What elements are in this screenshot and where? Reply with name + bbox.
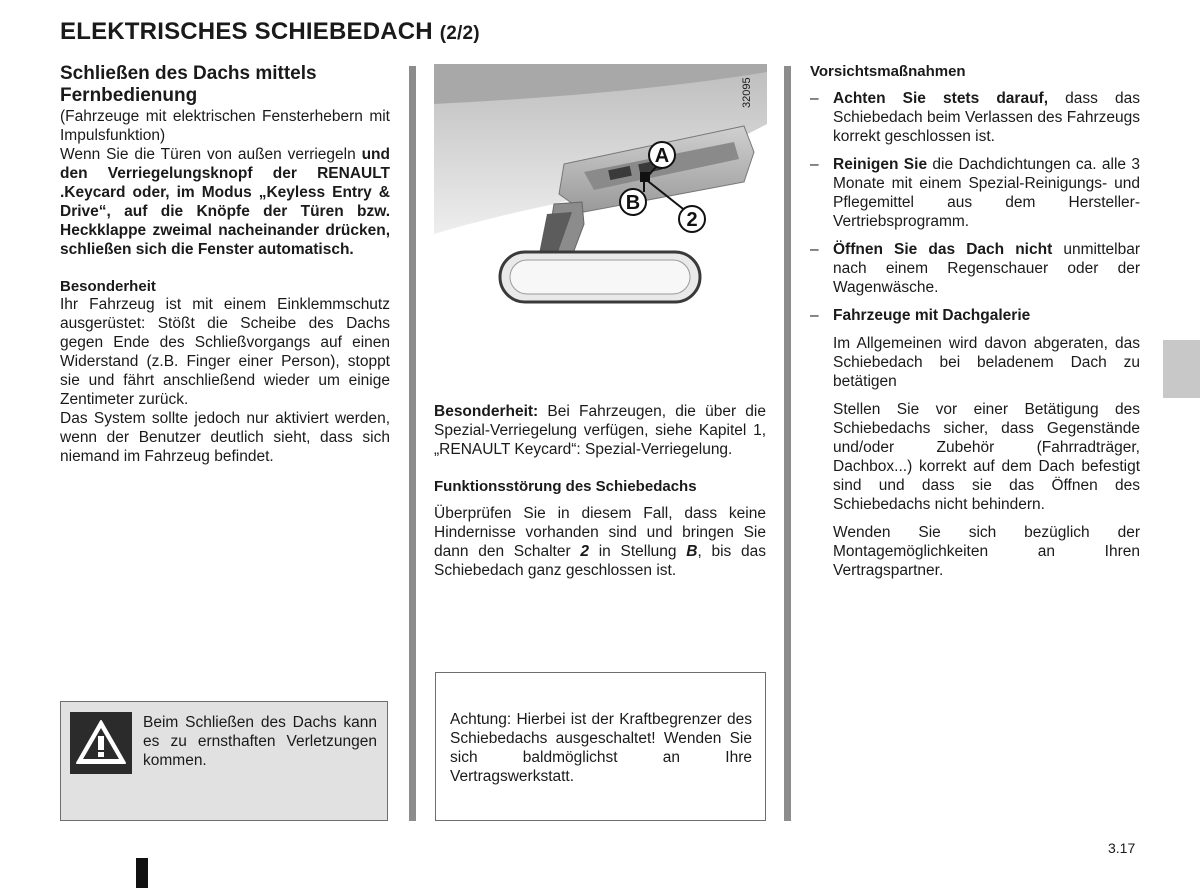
switch-position: B: [686, 543, 698, 560]
malfunction-text-1: Überprüfen Sie in diesem Fall, dass keine Hindernisse vorhanden sind und bringen Sie dann den Schalter: [434, 505, 766, 560]
left-column: [60, 63, 390, 466]
closing-instructions-bold: und den Verriegelungsknopf der RENAULT .Keycard oder, im Modus „Keyless Entry & Drive“, auf die Knöpfe der Türen bzw. Heckklappe zweimal nacheinander drücken, schließen sich die Fenster automatisch.: [60, 146, 390, 258]
right-column: [810, 63, 1140, 589]
item1-text: dass das Schiebedach beim Verlassen des Fahrzeugs korrekt geschlossen ist.: [833, 90, 1140, 145]
switch-number: 2: [580, 543, 589, 560]
warning-icon: [70, 712, 132, 774]
vehicle-note: (Fahrzeuge mit elektrischen Fensterhebern mit Impulsfunktion): [60, 108, 390, 144]
precaution-item: [810, 155, 1140, 231]
figure-number: 32095: [741, 77, 753, 108]
special-note-bold: Besonderheit:: [434, 403, 539, 420]
page-title-text: ELEKTRISCHES SCHIEBEDACH: [60, 18, 433, 45]
item2-text: die Dachdichtungen ca. alle 3 Monate mit einem Spezial-Reinigungs- und Pflegemittel aus dem Hersteller-Vertriebsprogramm.: [833, 156, 1140, 230]
item3-text: unmittelbar nach einem Regenschauer oder der Wagenwäsche.: [833, 241, 1141, 296]
column-separator-left: [409, 66, 416, 821]
list-dash: –: [810, 307, 819, 324]
list-dash: –: [810, 90, 819, 107]
page-number: 3.17: [1108, 840, 1136, 856]
page-title-suffix: (2/2): [439, 23, 480, 44]
malfunction-text-3: , bis das Schiebedach ganz geschlossen ist.: [434, 543, 767, 579]
precautions-heading: Vorsichtsmaßnahmen: [810, 63, 966, 80]
page-title: [60, 18, 480, 46]
middle-column: [434, 402, 766, 580]
special-heading: Besonderheit: [60, 278, 156, 295]
special-note: [434, 402, 766, 459]
roof-rack-paragraph-3: Wenden Sie sich bezüglich der Montagemöglichkeiten an Ihren Vertragspartner.: [833, 524, 1140, 579]
caution-text: Achtung: Hierbei ist der Kraftbegrenzer des Schiebedachs ausgeschaltet! Wenden Sie sich baldmöglichst an Ihre Vertragswerkstatt.: [450, 711, 752, 785]
figure-label-b: B: [625, 192, 641, 214]
chapter-tab-marker: [1163, 340, 1200, 398]
precaution-item: [810, 89, 1140, 146]
item1-bold: Achten Sie stets darauf,: [833, 90, 1049, 107]
roof-rack-paragraph-1: Im Allgemeinen wird davon abgeraten, das Schiebedach bei beladenem Dach zu betätigen: [833, 335, 1140, 390]
print-mark: [136, 858, 148, 888]
section-heading: Schließen des Dachs mittels Fernbedienung: [60, 63, 317, 106]
figure-label-2: 2: [686, 209, 698, 231]
roof-console-svg: [434, 64, 767, 312]
special-note-text: Bei Fahrzeugen, die über die Spezial-Verriegelung verfügen, siehe Kapitel 1, „RENAULT Keycard“: Spezial-Verriegelung.: [434, 403, 766, 458]
special-text: Ihr Fahrzeug ist mit einem Einklemmschutz ausgerüstet: Stößt die Scheibe des Dachs gegen Ende des Schließvorgangs auf einen Widerstand (z.B. Finger einer Person), stoppt sie und fährt anschließend wieder um einige Zentimeter zurück.: [60, 296, 390, 408]
precaution-item: [810, 240, 1140, 297]
precaution-item: [810, 306, 1140, 325]
malfunction-text-2: in Stellung: [589, 543, 687, 560]
item3-bold: Öffnen Sie das Dach nicht: [833, 241, 1053, 258]
closing-instructions: [60, 145, 390, 259]
malfunction-heading: Funktionsstörung des Schiebedachs: [434, 478, 697, 495]
column-separator-right: [784, 66, 791, 821]
malfunction-text: [434, 504, 766, 580]
closing-instructions-normal: Wenn Sie die Türen von außen verriegeln: [60, 146, 362, 163]
list-dash: –: [810, 156, 819, 173]
roof-console-illustration: [434, 64, 767, 312]
item4-bold: Fahrzeuge mit Dachgalerie: [833, 307, 1031, 324]
roof-rack-paragraph-2: Stellen Sie vor einer Betätigung des Schiebedachs sicher, dass Gegenstände und/oder Zubehör (Fahrradträger, Dachbox...) korrekt auf dem Dach befestigt sind und dass sie das Öffnen des Schiebedachs nicht behindern.: [833, 401, 1140, 513]
list-dash: –: [810, 241, 819, 258]
special-text-2: Das System sollte jedoch nur aktiviert werden, wenn der Benutzer deutlich sieht, dass sich niemand im Fahrzeug befindet.: [60, 410, 390, 465]
warning-text: Beim Schließen des Dachs kann es zu ernsthaften Verletzungen kommen.: [143, 714, 377, 769]
figure-label-a: A: [654, 145, 670, 167]
item2-bold: Reinigen Sie: [833, 156, 928, 173]
